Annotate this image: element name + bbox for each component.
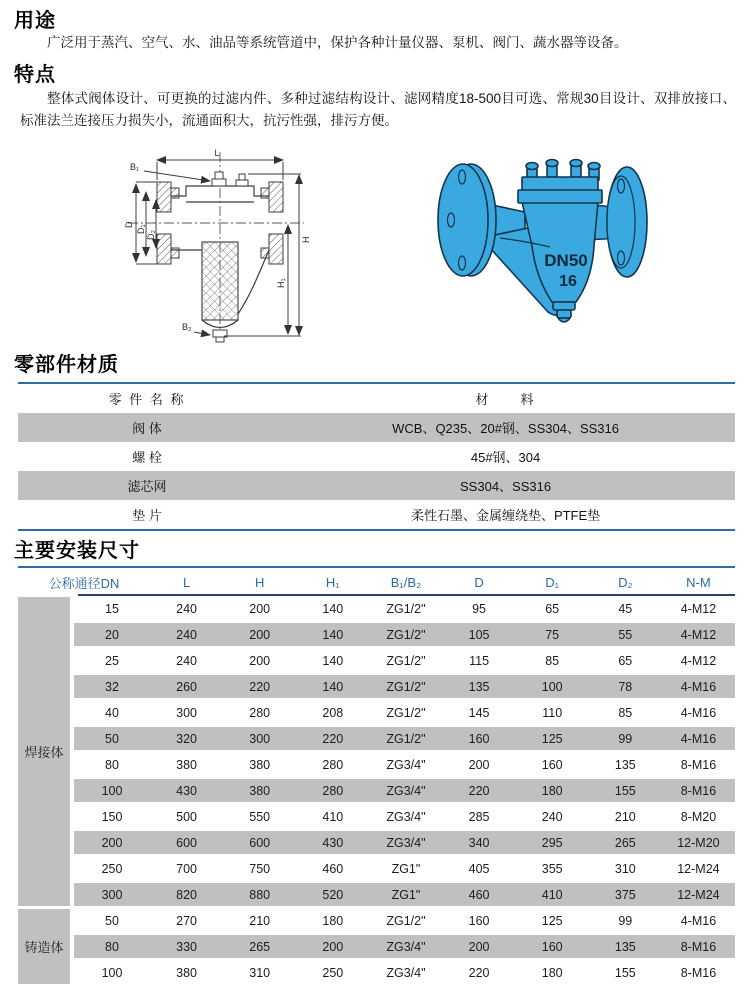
table-cell: 85 — [618, 705, 633, 720]
table-cell: 55 — [589, 623, 662, 646]
table-cell: 380 — [249, 757, 271, 772]
table-cell: 100 — [516, 675, 589, 698]
column-header: D₁ — [545, 575, 560, 590]
table-row — [18, 675, 735, 698]
table-cell: 8-M16 — [662, 935, 735, 958]
table-cell: 220 — [468, 965, 490, 980]
table-cell: 410 — [322, 809, 344, 824]
table-cell: 380 — [176, 757, 197, 772]
table-cell: 200 — [223, 623, 296, 646]
table-row — [18, 857, 735, 880]
table-cell: 260 — [150, 675, 223, 698]
figures-row — [0, 142, 755, 354]
usage-heading: 用途 — [14, 10, 56, 32]
table-cell: 240 — [541, 809, 563, 824]
table-cell: 阀 体 — [18, 413, 276, 442]
table-cell: 200 — [468, 757, 490, 772]
row-group-label: 铸造体 — [18, 909, 74, 984]
table-cell: 140 — [322, 653, 344, 668]
table-cell: 180 — [322, 913, 344, 928]
table-cell: 100 — [101, 965, 123, 980]
table-cell: 340 — [443, 831, 516, 854]
table-cell: 220 — [443, 779, 516, 802]
table-cell: 405 — [468, 861, 490, 876]
table-cell: 460 — [443, 883, 516, 906]
table-cell: 750 — [249, 861, 271, 876]
table-row — [18, 831, 735, 854]
table-cell: 160 — [443, 727, 516, 750]
table-cell: 208 — [322, 705, 344, 720]
table-cell: 295 — [516, 831, 589, 854]
column-header: N-M — [686, 575, 711, 590]
table-cell: 滤芯网 — [18, 471, 276, 500]
table-cell: 110 — [542, 705, 563, 720]
table-cell: 600 — [150, 831, 223, 854]
table-cell: 145 — [468, 705, 490, 720]
dimensions-heading: 主要安装尺寸 — [14, 540, 140, 562]
table-cell: 螺 栓 — [132, 450, 162, 465]
table-cell: 210 — [614, 809, 636, 824]
table-cell: 65 — [545, 601, 560, 616]
table-cell: 250 — [322, 965, 344, 980]
table-cell: ZG1" — [369, 883, 442, 906]
table-cell: 柔性石墨、金属缠绕垫、PTFE垫 — [410, 508, 601, 523]
column-header: 材 料 — [475, 392, 536, 407]
table-cell: 4-M12 — [680, 653, 717, 668]
table-cell: 600 — [223, 831, 296, 854]
table-cell: ZG3/4" — [369, 779, 442, 802]
dim-label-B1: B₁ — [130, 162, 140, 172]
table-cell: 355 — [541, 861, 563, 876]
product-pressure-label: 16 — [559, 273, 577, 290]
table-cell: 460 — [322, 861, 344, 876]
table-row — [18, 753, 735, 776]
table-cell: 430 — [296, 831, 369, 854]
table-cell: 12-M24 — [662, 883, 735, 906]
table-cell: 95 — [472, 601, 487, 616]
table-cell: 180 — [516, 779, 589, 802]
table-cell: 200 — [74, 831, 150, 854]
table-cell: ZG1/2" — [369, 675, 442, 698]
table-cell: 20 — [74, 623, 150, 646]
table-cell: 300 — [74, 883, 150, 906]
table-cell: 78 — [589, 675, 662, 698]
table-cell: ZG3/4" — [369, 831, 442, 854]
table-cell: 150 — [101, 809, 123, 824]
table-cell: 280 — [249, 705, 271, 720]
table-cell: WCB、Q235、20#钢、SS304、SS316 — [276, 413, 735, 442]
product-image — [430, 150, 660, 346]
table-cell: 220 — [223, 675, 296, 698]
table-row — [18, 883, 735, 906]
table-cell: 200 — [296, 935, 369, 958]
table-cell: 4-M12 — [662, 623, 735, 646]
table-cell: 8-M16 — [680, 965, 717, 980]
materials-heading: 零部件材质 — [14, 354, 119, 376]
table-cell: 200 — [249, 601, 271, 616]
table-row — [18, 623, 735, 646]
table-cell: 265 — [589, 831, 662, 854]
table-cell: 25 — [105, 653, 119, 668]
table-cell: 135 — [614, 757, 636, 772]
table-cell: 140 — [296, 623, 369, 646]
table-row — [18, 413, 735, 442]
table-cell: 375 — [589, 883, 662, 906]
table-cell: 700 — [176, 861, 197, 876]
dim-label-D1: D₁ — [136, 224, 146, 234]
dim-label-D2: D₂ — [146, 230, 156, 240]
table-cell: ZG1/2" — [386, 913, 426, 928]
table-cell: 180 — [541, 965, 563, 980]
materials-table — [18, 382, 735, 531]
usage-text: 广泛用于蒸汽、空气、水、油品等系统管道中，保护各种计量仪器、泵机、阀门、蔬水器等设备。 — [47, 35, 628, 50]
table-cell: 80 — [105, 757, 119, 772]
table-row — [18, 471, 735, 500]
table-cell: 85 — [545, 653, 560, 668]
table-cell: 8-M16 — [680, 757, 717, 772]
table-row — [18, 649, 735, 672]
table-cell: 240 — [176, 601, 197, 616]
table-cell: 4-M12 — [680, 601, 717, 616]
table-cell: 8-M16 — [662, 779, 735, 802]
table-cell: 45#钢、304 — [470, 450, 541, 465]
table-cell: SS304、SS316 — [276, 471, 735, 500]
table-row — [18, 935, 735, 958]
column-header: D — [474, 575, 484, 590]
materials-header-row — [18, 384, 735, 413]
table-cell: 200 — [249, 653, 271, 668]
table-cell: 65 — [618, 653, 633, 668]
technical-drawing — [100, 144, 312, 348]
table-row — [18, 961, 735, 984]
table-cell: 15 — [105, 601, 119, 616]
table-cell: 280 — [296, 779, 369, 802]
table-cell: 135 — [589, 935, 662, 958]
table-cell: 240 — [176, 653, 197, 668]
table-cell: 4-M16 — [680, 705, 717, 720]
table-cell: 410 — [516, 883, 589, 906]
table-cell: 380 — [223, 779, 296, 802]
table-cell: 155 — [614, 965, 636, 980]
table-cell: 99 — [589, 727, 662, 750]
table-cell: ZG1/2" — [386, 705, 426, 720]
column-header: H — [254, 575, 265, 590]
dimensions-table — [18, 566, 735, 986]
table-row — [18, 500, 735, 529]
table-cell: ZG1" — [391, 861, 421, 876]
table-cell: 125 — [541, 913, 563, 928]
table-cell: 520 — [296, 883, 369, 906]
table-cell: 4-M16 — [680, 913, 717, 928]
table-row — [18, 701, 735, 724]
table-row — [18, 727, 735, 750]
table-cell: 45 — [618, 601, 633, 616]
dim-label-B2: B₂ — [182, 322, 192, 332]
table-row — [18, 779, 735, 802]
table-cell: 8-M20 — [680, 809, 717, 824]
table-cell: 880 — [223, 883, 296, 906]
dim-label-L: L — [214, 148, 220, 158]
column-header: 公称通径DN — [48, 576, 120, 591]
table-cell: 32 — [74, 675, 150, 698]
table-cell: 40 — [105, 705, 119, 720]
table-cell: ZG1/2" — [386, 653, 426, 668]
table-cell: 75 — [516, 623, 589, 646]
table-cell: 12-M24 — [677, 861, 720, 876]
table-cell: 50 — [74, 727, 150, 750]
table-cell: 115 — [469, 653, 490, 668]
table-cell: 160 — [516, 935, 589, 958]
table-cell: 12-M20 — [662, 831, 735, 854]
column-header: H₁ — [325, 575, 340, 590]
column-header: 零 件 名 称 — [108, 392, 186, 407]
dim-label-H1: H₁ — [276, 278, 286, 288]
table-cell: 310 — [249, 965, 271, 980]
table-cell: 4-M16 — [662, 675, 735, 698]
table-cell: 300 — [176, 705, 197, 720]
table-cell: ZG3/4" — [386, 809, 426, 824]
table-cell: 50 — [105, 913, 119, 928]
column-header: D₂ — [618, 575, 633, 590]
table-cell: ZG3/4" — [386, 965, 426, 980]
table-cell: 160 — [541, 757, 563, 772]
header-underline — [78, 594, 735, 596]
table-cell: 430 — [150, 779, 223, 802]
table-cell: 250 — [101, 861, 123, 876]
table-cell: 280 — [322, 757, 344, 772]
table-cell: 80 — [74, 935, 150, 958]
table-cell: 125 — [516, 727, 589, 750]
table-cell: 310 — [614, 861, 636, 876]
table-row — [18, 909, 735, 932]
table-cell: 99 — [618, 913, 633, 928]
table-cell: 160 — [468, 913, 490, 928]
features-text: 整体式阀体设计、可更换的过滤内件、多种过滤结构设计、滤网精度18-500目可选、常规30目设计、双排放接口、标准法兰连接压力损失小，流通面积大，抗污性强，排污方便。 — [20, 91, 736, 128]
table-cell: 300 — [223, 727, 296, 750]
table-row — [18, 597, 735, 620]
table-cell: 140 — [322, 601, 344, 616]
table-cell: 210 — [249, 913, 271, 928]
table-cell: 500 — [176, 809, 197, 824]
table-cell: 265 — [223, 935, 296, 958]
dim-label-D: D — [124, 221, 134, 228]
table-cell: 270 — [176, 913, 197, 928]
table-cell: ZG1/2" — [369, 623, 442, 646]
table-cell: 垫 片 — [132, 508, 162, 523]
table-row — [18, 442, 735, 471]
table-cell: 240 — [150, 623, 223, 646]
table-cell: 4-M16 — [662, 727, 735, 750]
table-cell: 550 — [249, 809, 271, 824]
table-cell: ZG1/2" — [369, 727, 442, 750]
table-row — [18, 805, 735, 828]
table-cell: 220 — [296, 727, 369, 750]
dimensions-header-row — [18, 571, 735, 594]
table-cell: 200 — [443, 935, 516, 958]
table-cell: 285 — [468, 809, 490, 824]
row-group-label: 焊接体 — [18, 597, 74, 906]
table-cell: ZG3/4" — [386, 757, 426, 772]
features-heading: 特点 — [14, 64, 56, 86]
column-header: B₁/B₂ — [390, 575, 422, 590]
product-size-label: DN50 — [544, 251, 588, 270]
table-cell: 100 — [74, 779, 150, 802]
table-cell: ZG1/2" — [386, 601, 426, 616]
table-cell: 135 — [443, 675, 516, 698]
table-cell: ZG3/4" — [369, 935, 442, 958]
table-cell: 320 — [150, 727, 223, 750]
table-cell: 140 — [296, 675, 369, 698]
table-cell: 330 — [150, 935, 223, 958]
table-cell: 820 — [150, 883, 223, 906]
table-cell: 105 — [443, 623, 516, 646]
table-cell: 380 — [176, 965, 197, 980]
dim-label-H: H — [301, 236, 311, 243]
column-header: L — [182, 575, 191, 590]
table-cell: 155 — [589, 779, 662, 802]
